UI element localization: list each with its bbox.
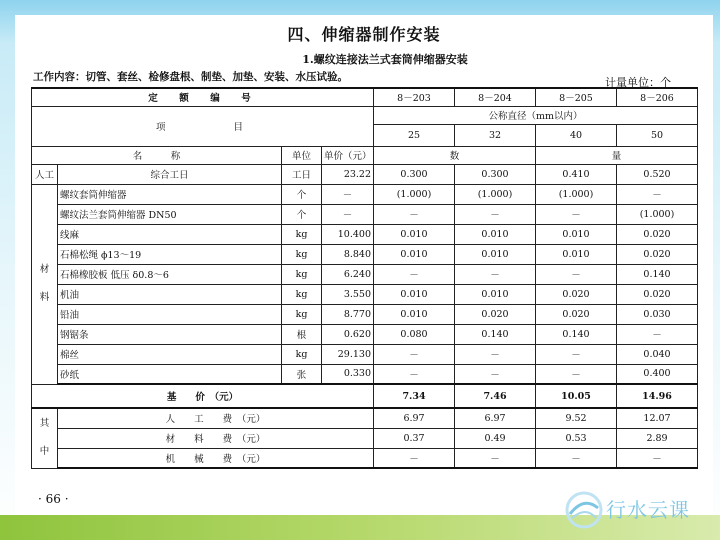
material-group-char: 材 bbox=[39, 264, 50, 275]
row-price: 10.400 bbox=[322, 224, 374, 244]
row-name: 铅油 bbox=[58, 304, 282, 324]
row-unit: kg bbox=[282, 224, 322, 244]
labor-group-label: 人工 bbox=[32, 164, 58, 184]
watermark-logo bbox=[562, 488, 712, 532]
row-unit: kg bbox=[282, 284, 322, 304]
breakdown-value: 6.97 bbox=[455, 408, 536, 428]
row-value: － bbox=[536, 344, 617, 364]
row-value: － bbox=[455, 364, 536, 384]
breakdown-value: 9.52 bbox=[536, 408, 617, 428]
row-unit: kg bbox=[282, 344, 322, 364]
row-value: 0.010 bbox=[374, 224, 455, 244]
header-quota-code: 定 额 编 号 bbox=[32, 88, 374, 106]
header-row-columns bbox=[32, 146, 698, 164]
row-value: － bbox=[536, 204, 617, 224]
row-value: － bbox=[455, 344, 536, 364]
row-name: 机油 bbox=[58, 284, 282, 304]
row-value: 0.010 bbox=[374, 284, 455, 304]
breakdown-value: 0.49 bbox=[455, 428, 536, 448]
row-price: 0.620 bbox=[322, 324, 374, 344]
material-row bbox=[32, 224, 698, 244]
base-price-value: 14.96 bbox=[617, 384, 698, 408]
row-value: － bbox=[617, 184, 698, 204]
row-price: － bbox=[322, 184, 374, 204]
material-group-char: 料 bbox=[39, 292, 50, 303]
base-price-value: 10.05 bbox=[536, 384, 617, 408]
row-value: 0.010 bbox=[455, 224, 536, 244]
among-group-char: 中 bbox=[39, 446, 50, 458]
among-group-label bbox=[32, 408, 58, 468]
row-unit: 根 bbox=[282, 324, 322, 344]
header-item: 项 目 bbox=[32, 106, 374, 146]
work-content: 工作内容：切管、套丝、检修盘根、制垫、加垫、安装、水压试验。 bbox=[33, 71, 348, 83]
row-price: 0.330 bbox=[322, 364, 374, 384]
row-price: － bbox=[322, 204, 374, 224]
row-value: (1.000) bbox=[536, 184, 617, 204]
row-value: 0.020 bbox=[536, 284, 617, 304]
breakdown-value: 0.37 bbox=[374, 428, 455, 448]
material-row bbox=[32, 244, 698, 264]
breakdown-value: － bbox=[455, 448, 536, 468]
breakdown-value: － bbox=[536, 448, 617, 468]
row-value: 0.030 bbox=[617, 304, 698, 324]
row-unit: kg bbox=[282, 264, 322, 284]
material-row bbox=[32, 344, 698, 364]
row-value: 0.010 bbox=[536, 224, 617, 244]
row-value: － bbox=[617, 324, 698, 344]
diameter-cell: 50 bbox=[617, 124, 698, 146]
row-value: 0.520 bbox=[617, 164, 698, 184]
row-value: － bbox=[455, 204, 536, 224]
row-value: (1.000) bbox=[374, 184, 455, 204]
nominal-diameter-label: 公称直径（mm以内） bbox=[374, 106, 698, 124]
logo-text: 行水云课 bbox=[606, 498, 690, 522]
row-name: 砂纸 bbox=[58, 364, 282, 384]
row-unit: 个 bbox=[282, 204, 322, 224]
row-unit: 工日 bbox=[282, 164, 322, 184]
row-name: 线麻 bbox=[58, 224, 282, 244]
row-price: 3.550 bbox=[322, 284, 374, 304]
row-value: 0.400 bbox=[617, 364, 698, 384]
quota-table bbox=[31, 87, 698, 469]
measurement-unit: 计量单位：个 bbox=[605, 76, 671, 89]
code-cell: 8－206 bbox=[617, 88, 698, 106]
logo-swirl-icon bbox=[562, 488, 606, 532]
section-subtitle: 1.螺纹连接法兰式套筒伸缩器安装 bbox=[302, 53, 468, 66]
header-row-nominal bbox=[32, 106, 698, 124]
page-number: · 66 · bbox=[38, 492, 69, 506]
row-value: 0.300 bbox=[374, 164, 455, 184]
column-name: 名 称 bbox=[32, 146, 282, 164]
base-price-value: 7.34 bbox=[374, 384, 455, 408]
row-value: 0.010 bbox=[374, 304, 455, 324]
row-value: － bbox=[536, 364, 617, 384]
labor-row bbox=[32, 164, 698, 184]
row-value: 0.020 bbox=[617, 244, 698, 264]
breakdown-row bbox=[32, 408, 698, 428]
document-page bbox=[15, 15, 713, 515]
material-row bbox=[32, 364, 698, 384]
diameter-cell: 40 bbox=[536, 124, 617, 146]
row-value: 0.140 bbox=[455, 324, 536, 344]
breakdown-label: 人 工 费 （元） bbox=[58, 408, 374, 428]
breakdown-value: 2.89 bbox=[617, 428, 698, 448]
column-price: 单价（元） bbox=[322, 146, 374, 164]
row-unit: kg bbox=[282, 244, 322, 264]
row-value: － bbox=[374, 364, 455, 384]
header-row-codes bbox=[32, 88, 698, 106]
row-value: 0.300 bbox=[455, 164, 536, 184]
row-value: (1.000) bbox=[455, 184, 536, 204]
material-row bbox=[32, 204, 698, 224]
row-value: 0.140 bbox=[536, 324, 617, 344]
row-value: 0.010 bbox=[536, 244, 617, 264]
material-row bbox=[32, 304, 698, 324]
among-group-char: 其 bbox=[39, 418, 50, 430]
base-price-label: 基 价 （元） bbox=[32, 384, 374, 408]
breakdown-value: － bbox=[374, 448, 455, 468]
row-name: 螺纹套筒伸缩器 bbox=[58, 184, 282, 204]
row-name: 石棉松绳 ϕ13～19 bbox=[58, 244, 282, 264]
row-value: 0.040 bbox=[617, 344, 698, 364]
breakdown-value: 6.97 bbox=[374, 408, 455, 428]
row-name: 石棉橡胶板 低压 δ0.8～6 bbox=[58, 264, 282, 284]
row-unit: 个 bbox=[282, 184, 322, 204]
row-value: 0.010 bbox=[374, 244, 455, 264]
row-value: － bbox=[374, 264, 455, 284]
row-unit: 张 bbox=[282, 364, 322, 384]
code-cell: 8－205 bbox=[536, 88, 617, 106]
row-price: 6.240 bbox=[322, 264, 374, 284]
row-value: 0.080 bbox=[374, 324, 455, 344]
row-value: － bbox=[374, 204, 455, 224]
row-value: 0.020 bbox=[536, 304, 617, 324]
row-price: 23.22 bbox=[322, 164, 374, 184]
row-value: 0.020 bbox=[455, 304, 536, 324]
material-row bbox=[32, 264, 698, 284]
row-name: 螺纹法兰套筒伸缩器 DN50 bbox=[58, 204, 282, 224]
column-unit: 单位 bbox=[282, 146, 322, 164]
breakdown-row bbox=[32, 428, 698, 448]
row-value: － bbox=[455, 264, 536, 284]
row-name: 钢锯条 bbox=[58, 324, 282, 344]
breakdown-row bbox=[32, 448, 698, 468]
row-unit: kg bbox=[282, 304, 322, 324]
base-price-value: 7.46 bbox=[455, 384, 536, 408]
page-title: 四、伸缩器制作安装 bbox=[287, 25, 441, 44]
row-name: 棉丝 bbox=[58, 344, 282, 364]
row-value: 0.140 bbox=[617, 264, 698, 284]
row-price: 8.840 bbox=[322, 244, 374, 264]
diameter-cell: 25 bbox=[374, 124, 455, 146]
breakdown-value: 12.07 bbox=[617, 408, 698, 428]
material-group-label bbox=[32, 184, 58, 384]
row-value: 0.010 bbox=[455, 284, 536, 304]
row-value: 0.020 bbox=[617, 284, 698, 304]
row-price: 8.770 bbox=[322, 304, 374, 324]
row-value: (1.000) bbox=[617, 204, 698, 224]
base-price-row bbox=[32, 384, 698, 408]
diameter-cell: 32 bbox=[455, 124, 536, 146]
code-cell: 8－203 bbox=[374, 88, 455, 106]
breakdown-value: 0.53 bbox=[536, 428, 617, 448]
row-value: 0.410 bbox=[536, 164, 617, 184]
code-cell: 8－204 bbox=[455, 88, 536, 106]
column-quantity-2: 量 bbox=[536, 146, 698, 164]
material-row bbox=[32, 324, 698, 344]
row-value: － bbox=[374, 344, 455, 364]
column-quantity-1: 数 bbox=[374, 146, 536, 164]
row-value: 0.010 bbox=[455, 244, 536, 264]
row-name: 综合工日 bbox=[58, 164, 282, 184]
breakdown-label: 机 械 费 （元） bbox=[58, 448, 374, 468]
row-price: 29.130 bbox=[322, 344, 374, 364]
row-value: 0.020 bbox=[617, 224, 698, 244]
breakdown-value: － bbox=[617, 448, 698, 468]
material-row bbox=[32, 284, 698, 304]
material-row bbox=[32, 184, 698, 204]
row-value: － bbox=[536, 264, 617, 284]
breakdown-label: 材 料 费 （元） bbox=[58, 428, 374, 448]
